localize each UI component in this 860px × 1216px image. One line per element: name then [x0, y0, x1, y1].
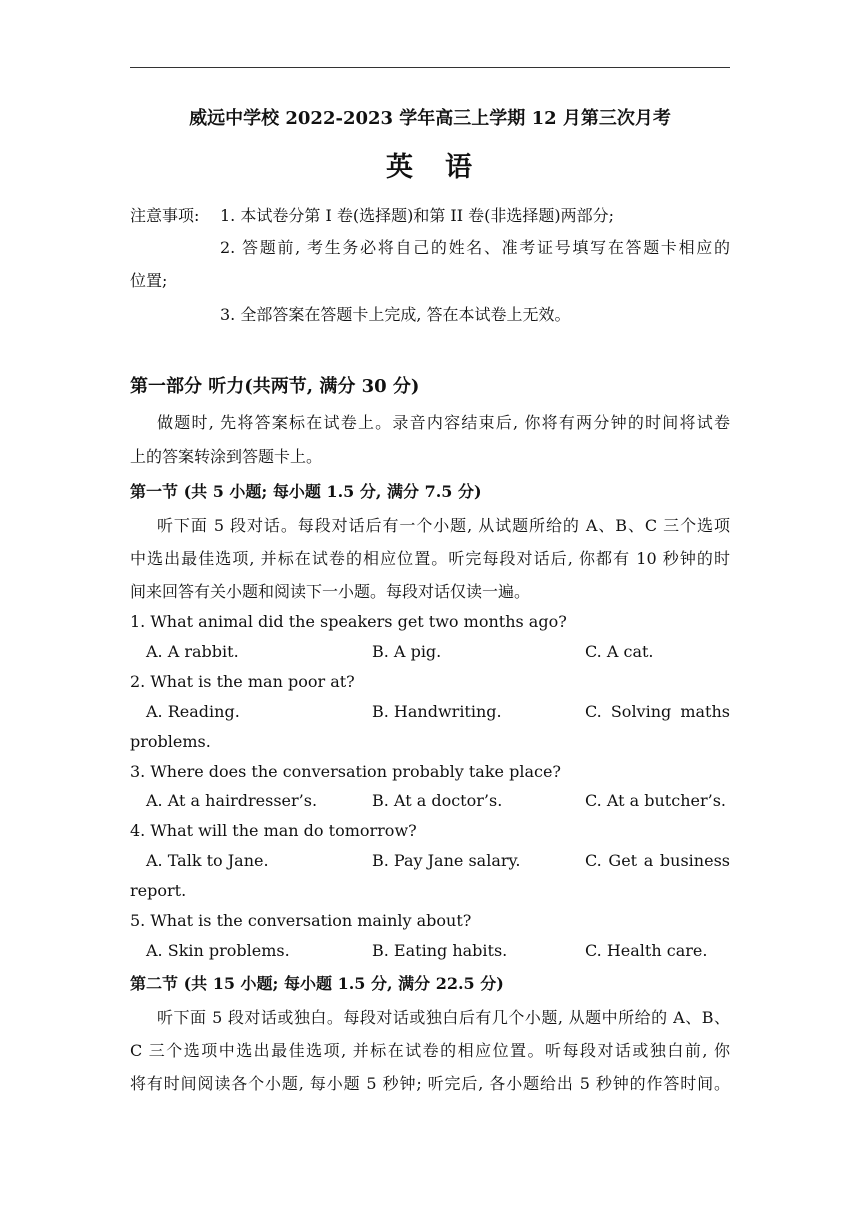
- notice-item-1: 1. 本试卷分第 I 卷(选择题)和第 II 卷(非选择题)两部分;: [220, 206, 615, 225]
- q2-option-b: B. Handwriting.: [372, 702, 502, 721]
- section1-heading: 第一节 (共 5 小题; 每小题 1.5 分, 满分 7.5 分): [130, 482, 482, 501]
- part1-heading: 第一部分 听力(共两节, 满分 30 分): [130, 376, 420, 397]
- q2-option-c-word: C.: [585, 702, 602, 721]
- question-3: 3. Where does the conversation probably take place?: [130, 762, 561, 781]
- q4-option-c-word: a: [643, 851, 654, 870]
- section2-intro-line2: C 三个选项中选出最佳选项, 并标在试卷的相应位置。听每段对话或独白前, 你: [130, 1041, 730, 1060]
- notice-item-2-cont: 位置;: [130, 271, 168, 290]
- section1-intro-line1: 听下面 5 段对话。每段对话后有一个小题, 从试题所给的 A、B、C 三个选项: [157, 516, 730, 535]
- q2-option-c-cont: problems.: [130, 732, 211, 751]
- q2-option-a: A. Reading.: [146, 702, 240, 721]
- q1-option-c: C. A cat.: [585, 642, 654, 661]
- q4-option-b: B. Pay Jane salary.: [372, 851, 521, 870]
- subject-char-2: 语: [445, 152, 474, 183]
- q3-option-c: C. At a butcher’s.: [585, 791, 726, 810]
- q4-option-a: A. Talk to Jane.: [146, 851, 269, 870]
- q3-option-b: B. At a doctor’s.: [372, 791, 503, 810]
- q2-option-c-word: Solving: [610, 702, 672, 721]
- section2-intro-line1: 听下面 5 段对话或独白。每段对话或独白后有几个小题, 从题中所给的 A、B、: [157, 1008, 730, 1027]
- subject-char-1: 英: [386, 152, 415, 183]
- q3-option-a: A. At a hairdresser’s.: [146, 791, 318, 810]
- question-1: 1. What animal did the speakers get two months ago?: [130, 612, 567, 631]
- subject-title: [130, 145, 730, 184]
- q1-option-b: B. A pig.: [372, 642, 442, 661]
- header-rule: [130, 67, 730, 68]
- q2-option-c: [585, 702, 730, 721]
- section1-intro-line3: 间来回答有关小题和阅读下一小题。每段对话仅读一遍。: [130, 582, 531, 601]
- q5-option-a: A. Skin problems.: [146, 941, 290, 960]
- q4-option-c-word: Get: [608, 851, 638, 870]
- section1-intro-line2: 中选出最佳选项, 并标在试卷的相应位置。听完每段对话后, 你都有 10 秒钟的时: [130, 549, 730, 568]
- question-5: 5. What is the conversation mainly about?: [130, 911, 472, 930]
- q4-option-c: [585, 851, 730, 870]
- notice-label: 注意事项:: [130, 206, 200, 225]
- q4-option-c-word: C.: [585, 851, 602, 870]
- section2-heading: 第二节 (共 15 小题; 每小题 1.5 分, 满分 22.5 分): [130, 974, 504, 993]
- q4-option-c-cont: report.: [130, 881, 187, 900]
- exam-page: [130, 0, 730, 1216]
- question-2: 2. What is the man poor at?: [130, 672, 355, 691]
- q4-option-c-word: business: [659, 851, 730, 870]
- exam-title: 威远中学校 2022-2023 学年高三上学期 12 月第三次月考: [189, 108, 671, 129]
- notice-item-3: 3. 全部答案在答题卡上完成, 答在本试卷上无效。: [220, 305, 571, 324]
- part1-intro-line1: 做题时, 先将答案标在试卷上。录音内容结束后, 你将有两分钟的时间将试卷: [157, 413, 730, 432]
- notice-item-2: 2. 答题前, 考生务必将自己的姓名、准考证号填写在答题卡相应的: [220, 238, 730, 257]
- question-4: 4. What will the man do tomorrow?: [130, 821, 417, 840]
- part1-intro-line2: 上的答案转涂到答题卡上。: [130, 447, 323, 466]
- q1-option-a: A. A rabbit.: [146, 642, 239, 661]
- section2-intro-line3: 将有时间阅读各个小题, 每小题 5 秒钟; 听完后, 各小题给出 5 秒钟的作答时间。: [130, 1074, 730, 1093]
- q2-option-c-word: maths: [680, 702, 730, 721]
- q5-option-b: B. Eating habits.: [372, 941, 508, 960]
- q5-option-c: C. Health care.: [585, 941, 708, 960]
